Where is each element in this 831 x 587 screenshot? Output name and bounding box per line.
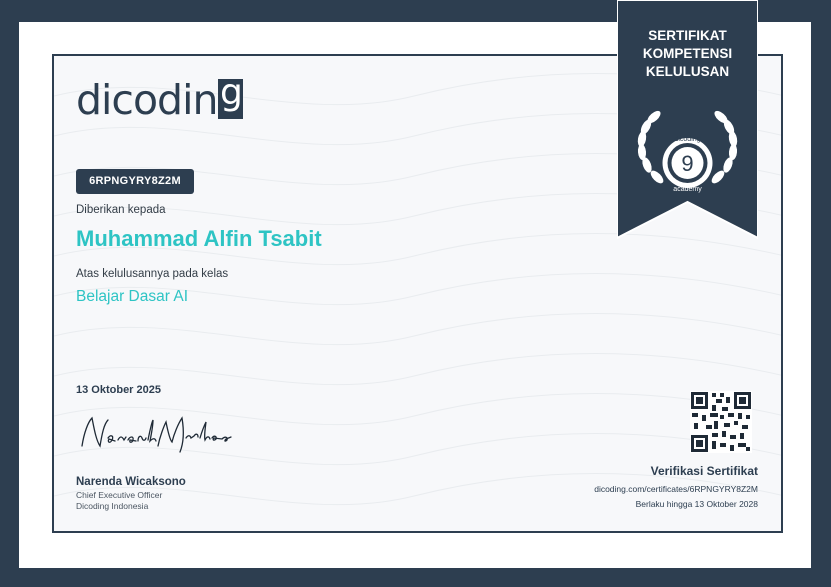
verification-qr-code[interactable] (690, 391, 752, 453)
badge-title-line2: KOMPETENSI (642, 46, 733, 61)
recipient-name: Muhammad Alfin Tsabit (76, 226, 322, 251)
badge-title-line3: KELULUSAN (645, 64, 730, 79)
emblem-number: 9 (681, 151, 694, 176)
verification-url[interactable]: dicoding.com/certificates/6RPNGYRY8Z2M (594, 484, 758, 494)
course-name: Belajar Dasar AI (76, 288, 188, 305)
signer-title: Chief Executive Officer (76, 490, 163, 500)
given-to-label: Diberikan kepada (76, 204, 166, 216)
badge-title (617, 27, 758, 81)
valid-until: Berlaku hingga 13 Oktober 2028 (635, 499, 758, 509)
completion-label: Atas kelulusannya pada kelas (76, 268, 229, 280)
issue-date: 13 Oktober 2025 (76, 384, 161, 396)
verification-title: Verifikasi Sertifikat (650, 464, 758, 478)
certificate-id-badge: 6RPNGYRY8Z2M (76, 169, 194, 194)
signature-image (74, 408, 234, 458)
logo-g-box: g (218, 79, 243, 119)
signer-organization: Dicoding Indonesia (76, 501, 149, 511)
emblem-top-text: dicoding (674, 136, 701, 143)
logo-text: dicodin (76, 76, 218, 124)
emblem-bottom-text: academy (673, 186, 702, 193)
badge-title-line1: SERTIFIKAT (648, 28, 727, 43)
signer-name: Narenda Wicaksono (76, 476, 186, 488)
dicoding-logo (76, 72, 243, 124)
